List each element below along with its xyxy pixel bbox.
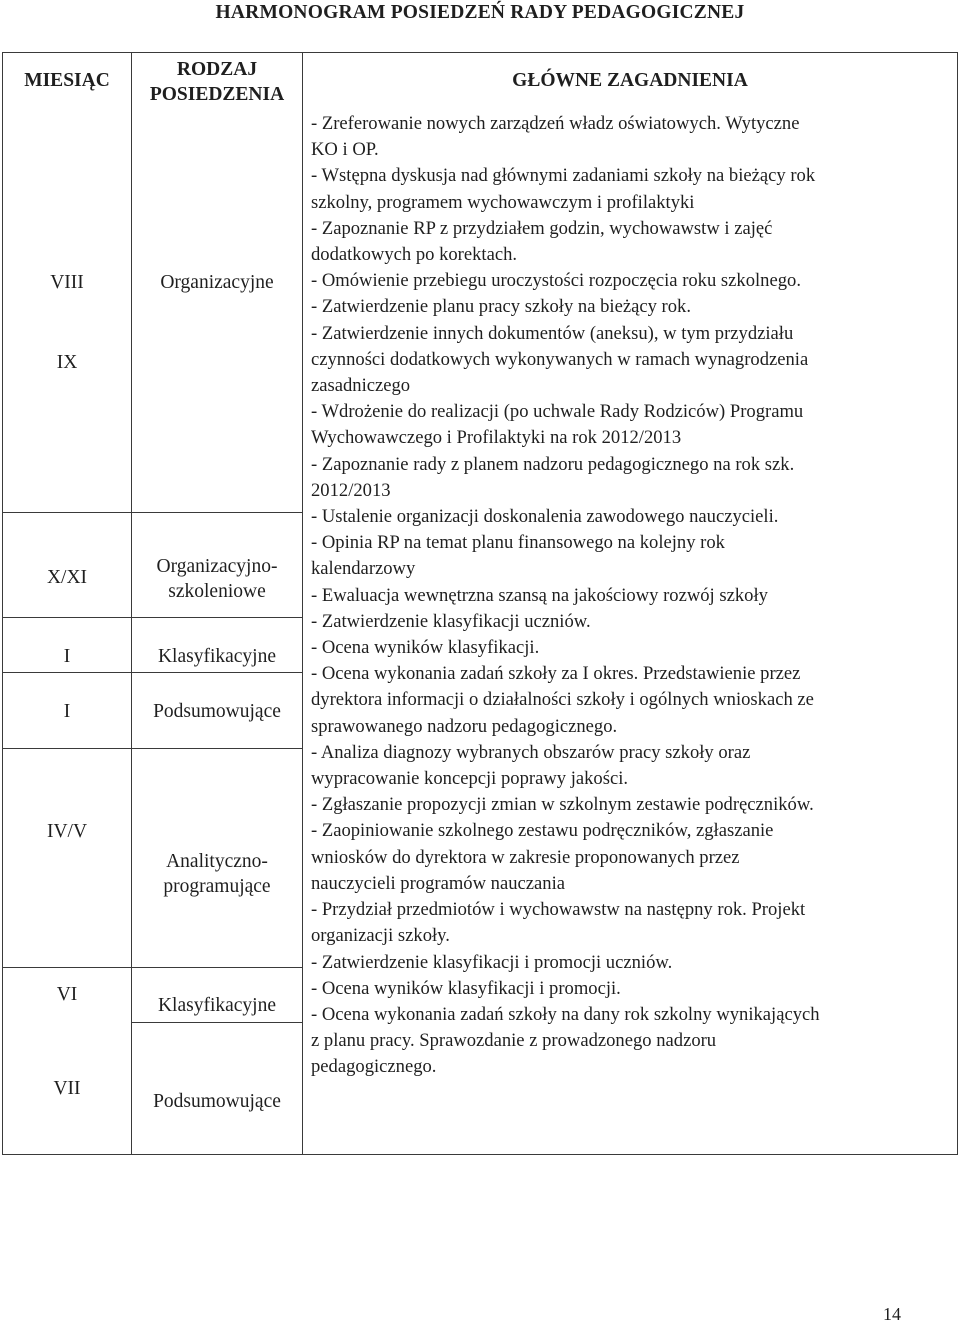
month-cell: VIII <box>50 272 84 293</box>
header-month: MIESIĄC <box>24 70 110 91</box>
row-divider <box>2 672 132 673</box>
topic-line: czynności dodatkowych wykonywanych w ramach wynagrodzenia <box>311 348 809 370</box>
topic-line: - Zatwierdzenie klasyfikacji i promocji uczniów. <box>311 951 673 973</box>
kind-cell: Klasyfikacyjne <box>157 646 277 667</box>
kind-cell-line: programujące <box>163 876 271 897</box>
header-kind-line: POSIEDZENIA <box>149 84 285 105</box>
header-topics: GŁÓWNE ZAGADNIENIA <box>512 70 748 91</box>
topic-line: 2012/2013 <box>311 479 391 501</box>
month-cell: I <box>63 646 71 667</box>
topic-line: Wychowawczego i Profilaktyki na rok 2012/2013 <box>311 427 682 449</box>
topic-line: sprawowanego nadzoru pedagogicznego. <box>311 715 618 737</box>
topic-line: z planu pracy. Sprawozdanie z prowadzonego nadzoru <box>311 1030 717 1052</box>
topic-line: dyrektora informacji o działalności szkoły i ogólnych wnioskach ze <box>311 689 814 711</box>
month-cell: IX <box>56 352 78 373</box>
topic-line: nauczycieli programów nauczania <box>311 872 565 894</box>
topic-line: - Wdrożenie do realizacji (po uchwale Rady Rodziców) Programu <box>311 401 804 423</box>
month-cell: X/XI <box>46 567 88 588</box>
topic-line: pedagogicznego. <box>311 1056 437 1078</box>
topic-line: - Przydział przedmiotów i wychowawstw na następny rok. Projekt <box>311 899 806 921</box>
kind-cell-line: Organizacyjno- <box>156 556 278 577</box>
row-divider <box>2 512 132 513</box>
topic-line: - Analiza diagnozy wybranych obszarów pracy szkoły oraz <box>311 741 751 763</box>
topic-line: dodatkowych po korektach. <box>311 244 518 266</box>
topic-line: KO i OP. <box>311 139 379 161</box>
row-divider <box>131 512 303 513</box>
month-cell: IV/V <box>46 821 88 842</box>
topic-line: - Omówienie przebiegu uroczystości rozpoczęcia roku szkolnego. <box>311 270 801 292</box>
topic-line: - Zatwierdzenie planu pracy szkoły na bieżący rok. <box>311 296 691 318</box>
topic-line: szkolny, programem wychowawczym i profilaktyki <box>311 191 695 213</box>
row-divider <box>131 617 303 618</box>
table-border-top <box>2 52 958 53</box>
month-cell: I <box>63 701 71 722</box>
topic-line: - Zapoznanie RP z przydziałem godzin, wychowawstw i zajęć <box>311 217 773 239</box>
topic-line: - Zatwierdzenie klasyfikacji uczniów. <box>311 610 591 632</box>
topic-line: wniosków do dyrektora w zakresie proponowanych przez <box>311 846 740 868</box>
kind-cell: Organizacyjne <box>160 272 274 293</box>
topic-line: kalendarzowy <box>311 558 416 580</box>
row-divider <box>131 672 303 673</box>
topic-line: - Ocena wyników klasyfikacji i promocji. <box>311 977 621 999</box>
topic-line: - Ocena wykonania zadań szkoły za I okres. Przedstawienie przez <box>311 663 801 685</box>
header-kind <box>131 57 303 107</box>
topic-line: zasadniczego <box>311 375 411 397</box>
kind-cell-line: Analityczno- <box>166 851 268 872</box>
topic-line: - Zaopiniowanie szkolnego zestawu podręczników, zgłaszanie <box>311 820 774 842</box>
topic-line: - Zapoznanie rady z planem nadzoru pedagogicznego na rok szk. <box>311 453 795 475</box>
row-divider <box>2 617 132 618</box>
kind-cell: Klasyfikacyjne <box>157 995 277 1016</box>
topic-line: - Zatwierdzenie innych dokumentów (aneksu), w tym przydziału <box>311 322 794 344</box>
page-title: HARMONOGRAM POSIEDZEŃ RADY PEDAGOGICZNEJ <box>215 2 745 23</box>
topic-line: - Ocena wykonania zadań szkoły na dany rok szkolny wynikających <box>311 1003 820 1025</box>
kind-cell: Podsumowujące <box>153 701 281 722</box>
kind-cell: Podsumowujące <box>153 1091 281 1112</box>
row-divider <box>131 1022 303 1023</box>
topic-line: - Zgłaszanie propozycji zmian w szkolnym zestawie podręczników. <box>311 794 814 816</box>
row-divider <box>131 967 303 968</box>
table-border-bottom <box>2 1154 958 1155</box>
topic-line: - Opinia RP na temat planu finansowego na kolejny rok <box>311 532 725 554</box>
topic-line: - Ocena wyników klasyfikacji. <box>311 637 540 659</box>
topic-line: - Wstępna dyskusja nad głównymi zadaniami szkoły na bieżący rok <box>311 165 816 187</box>
topic-line: organizacji szkoły. <box>311 925 450 947</box>
month-cell: VII <box>53 1078 81 1099</box>
kind-cell <box>131 554 303 604</box>
page-number: 14 <box>883 1304 901 1324</box>
topics-block <box>311 111 949 1081</box>
header-kind-line: RODZAJ <box>176 59 258 80</box>
row-divider <box>2 967 132 968</box>
month-cell: VI <box>56 984 78 1005</box>
topic-line: - Zreferowanie nowych zarządzeń władz oświatowych. Wytyczne <box>311 113 800 134</box>
kind-cell-line: szkoleniowe <box>168 581 266 602</box>
row-divider <box>131 748 303 749</box>
topic-line: wypracowanie koncepcji poprawy jakości. <box>311 768 629 790</box>
topic-line: - Ustalenie organizacji doskonalenia zawodowego nauczycieli. <box>311 506 779 528</box>
kind-cell <box>131 849 303 899</box>
topic-line: - Ewaluacja wewnętrzna szansą na jakościowy rozwój szkoły <box>311 584 768 606</box>
table-border-right <box>957 52 958 1155</box>
row-divider <box>2 748 132 749</box>
